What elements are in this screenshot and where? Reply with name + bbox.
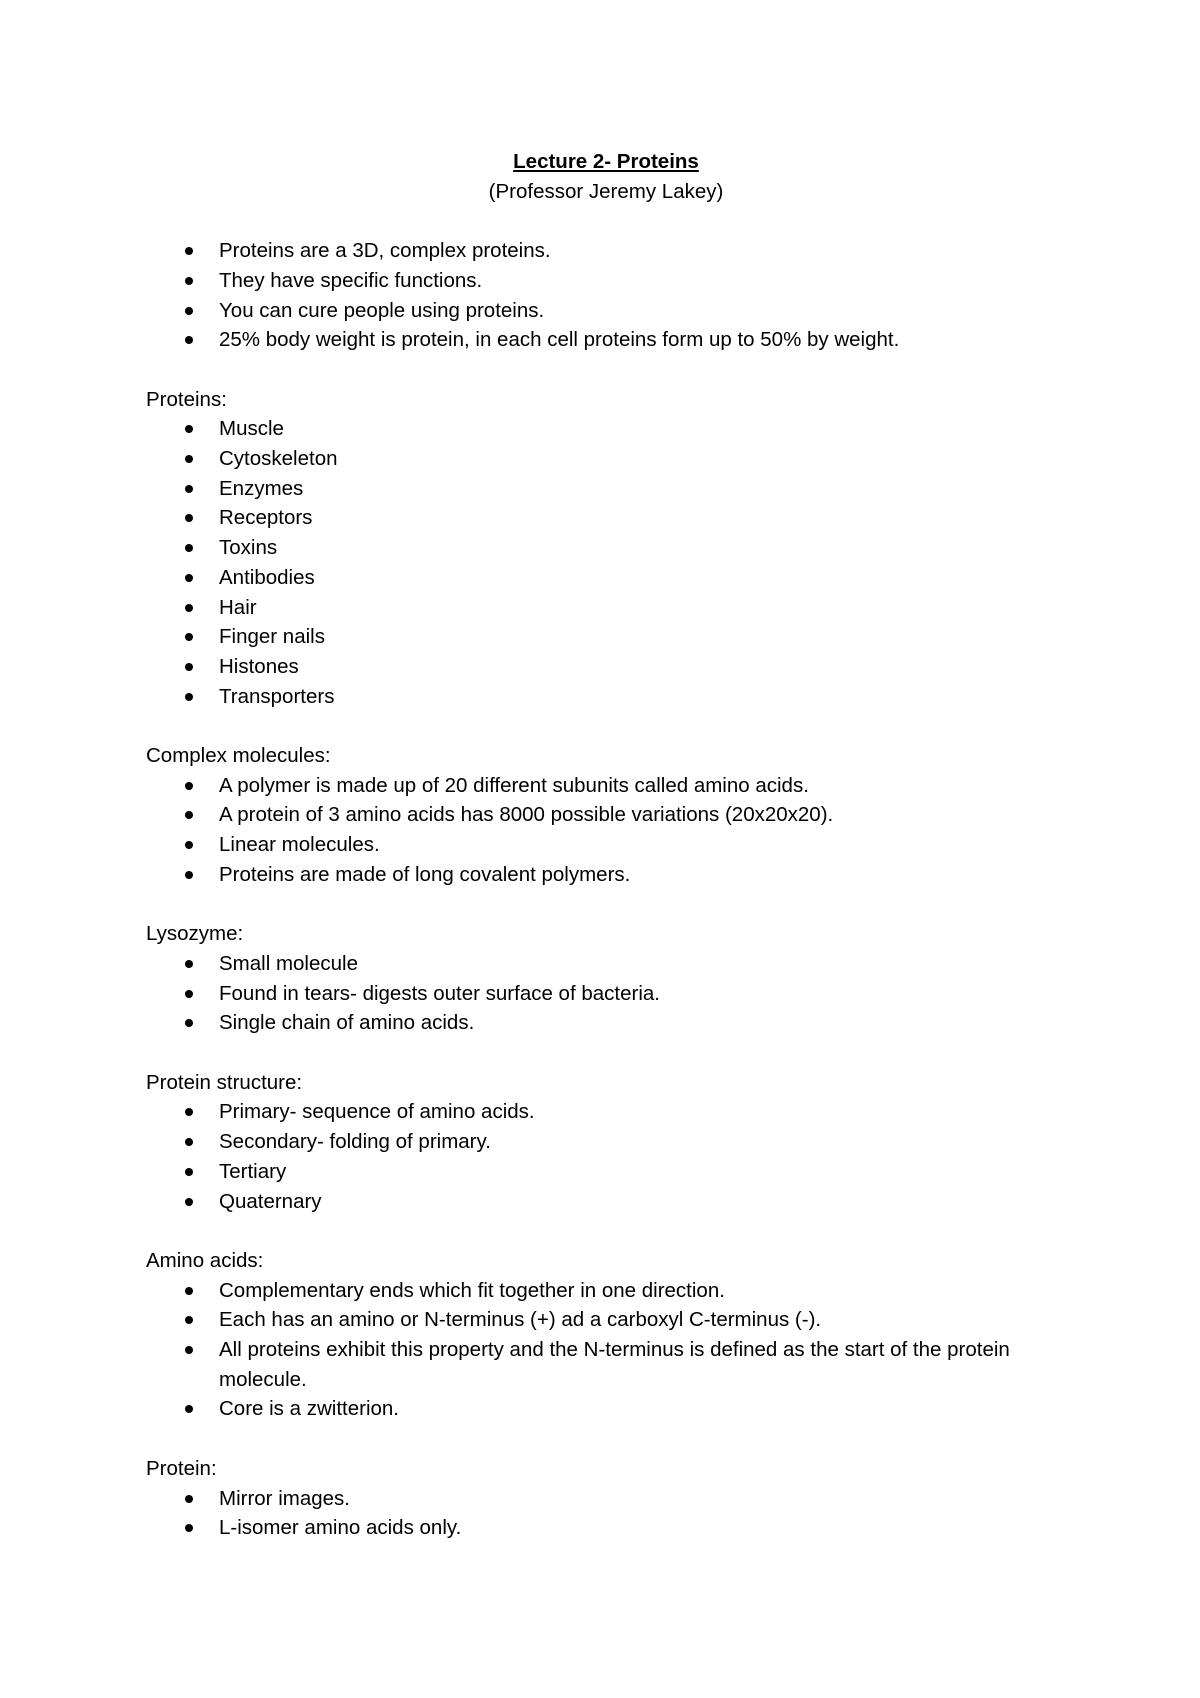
section-heading: Lysozyme: bbox=[146, 922, 244, 946]
intro-bullet-list bbox=[146, 236, 1066, 355]
bullet-list bbox=[146, 414, 1066, 711]
list-item: Toxins bbox=[146, 533, 1066, 563]
list-item: Hair bbox=[146, 593, 1066, 623]
list-item: Core is a zwitterion. bbox=[146, 1394, 1066, 1424]
list-item: Secondary- folding of primary. bbox=[146, 1127, 1066, 1157]
list-item: Muscle bbox=[146, 414, 1066, 444]
list-item: Cytoskeleton bbox=[146, 444, 1066, 474]
section-proteins bbox=[146, 385, 1066, 712]
list-item: Linear molecules. bbox=[146, 830, 1066, 860]
list-item: Quaternary bbox=[146, 1187, 1066, 1217]
section-lysozyme bbox=[146, 919, 1066, 1038]
list-item: Histones bbox=[146, 652, 1066, 682]
section-heading: Protein: bbox=[146, 1456, 217, 1480]
bullet-list bbox=[146, 1276, 1066, 1425]
bullet-list bbox=[146, 1097, 1066, 1216]
bullet-list bbox=[146, 771, 1066, 890]
list-item: A polymer is made up of 20 different subunits called amino acids. bbox=[146, 771, 1066, 801]
section-heading: Amino acids: bbox=[146, 1248, 264, 1272]
list-item: Each has an amino or N-terminus (+) ad a carboxyl C-terminus (-). bbox=[146, 1305, 1066, 1335]
intro-bullet: 25% body weight is protein, in each cell proteins form up to 50% by weight. bbox=[146, 325, 1066, 355]
section-complex-molecules bbox=[146, 741, 1066, 890]
list-item: Mirror images. bbox=[146, 1484, 1066, 1514]
list-item: Found in tears- digests outer surface of bacteria. bbox=[146, 979, 1066, 1009]
section-heading: Complex molecules: bbox=[146, 744, 331, 768]
list-item: Tertiary bbox=[146, 1157, 1066, 1187]
section-amino-acids bbox=[146, 1246, 1066, 1424]
list-item: Enzymes bbox=[146, 474, 1066, 504]
page-title: Lecture 2- Proteins bbox=[513, 150, 699, 173]
list-item: L-isomer amino acids only. bbox=[146, 1513, 1066, 1543]
intro-bullet: Proteins are a 3D, complex proteins. bbox=[146, 236, 1066, 266]
list-item: Finger nails bbox=[146, 622, 1066, 652]
list-item: A protein of 3 amino acids has 8000 possible variations (20x20x20). bbox=[146, 800, 1066, 830]
section-protein-structure bbox=[146, 1068, 1066, 1217]
page-subtitle: (Professor Jeremy Lakey) bbox=[488, 179, 724, 203]
intro-bullet: They have specific functions. bbox=[146, 266, 1066, 296]
section-protein bbox=[146, 1454, 1066, 1543]
section-heading: Proteins: bbox=[146, 387, 227, 411]
list-item: Single chain of amino acids. bbox=[146, 1008, 1066, 1038]
list-item: Proteins are made of long covalent polymers. bbox=[146, 860, 1066, 890]
intro-bullet: You can cure people using proteins. bbox=[146, 296, 1066, 326]
list-item: Receptors bbox=[146, 503, 1066, 533]
bullet-list bbox=[146, 1484, 1066, 1543]
bullet-list bbox=[146, 949, 1066, 1038]
document-page bbox=[146, 147, 1066, 1573]
list-item: All proteins exhibit this property and the N-terminus is defined as the start of the protein molecule. bbox=[146, 1335, 1066, 1394]
list-item: Complementary ends which fit together in one direction. bbox=[146, 1276, 1066, 1306]
list-item: Primary- sequence of amino acids. bbox=[146, 1097, 1066, 1127]
list-item: Small molecule bbox=[146, 949, 1066, 979]
list-item: Antibodies bbox=[146, 563, 1066, 593]
section-heading: Protein structure: bbox=[146, 1070, 303, 1094]
list-item: Transporters bbox=[146, 682, 1066, 712]
